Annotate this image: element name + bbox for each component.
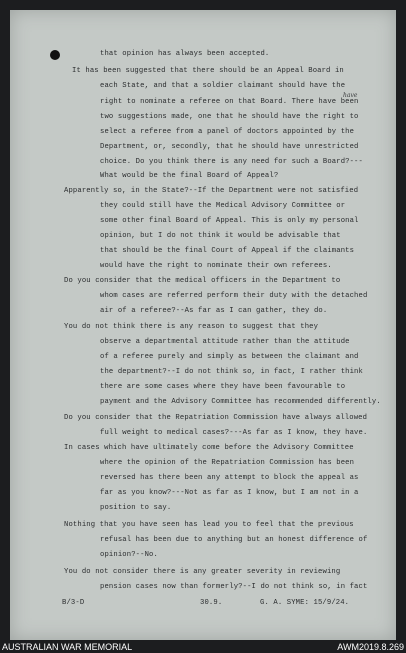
text-line: the department?--I do not think so, in fact, I rather think bbox=[100, 368, 363, 376]
text-line: some other final Board of Appeal. This is only my personal bbox=[100, 217, 359, 225]
text-line: there are some cases where they have been favourable to bbox=[100, 383, 346, 391]
text-line: of a referee purely and simply as between the claimant and bbox=[100, 353, 359, 361]
text-line: refusal has been due to anything but an honest difference of bbox=[100, 536, 368, 544]
text-line: far as you know?---Not as far as I know, but I am not in a bbox=[100, 489, 359, 497]
text-line: In cases which have ultimately come before the Advisory Committee bbox=[64, 444, 354, 452]
text-line: where the opinion of the Repatriation Commission has been bbox=[100, 459, 355, 467]
text-line: It has been suggested that there should be an Appeal Board in bbox=[72, 67, 344, 75]
text-line: whom cases are referred perform their duty with the detached bbox=[100, 292, 368, 300]
footer-source: AUSTRALIAN WAR MEMORIAL bbox=[2, 642, 133, 652]
text-line: You do not consider there is any greater severity in reviewing bbox=[64, 568, 341, 576]
text-line: Nothing that you have seen has lead you to feel that the previous bbox=[64, 521, 354, 529]
text-line: choice. Do you think there is any need for such a Board?--- bbox=[100, 158, 363, 166]
witness-date: G. A. SYME: 15/9/24. bbox=[260, 599, 350, 607]
text-line: observe a departmental attitude rather than the attitude bbox=[100, 338, 350, 346]
text-line: air of a referee?--As far as I can gather, they do. bbox=[100, 307, 328, 315]
footer-accession-id: AWM2019.8.269 bbox=[337, 642, 404, 652]
text-line: Do you consider that the medical officers in the Department to bbox=[64, 277, 341, 285]
text-line: position to say. bbox=[100, 504, 172, 512]
text-line: full weight to medical cases?---As far as I know, they have. bbox=[100, 429, 368, 437]
text-line: that should be the final Court of Appeal if the claimants bbox=[100, 247, 355, 255]
text-line: You do not think there is any reason to suggest that they bbox=[64, 323, 319, 331]
text-line: pension cases now than formerly?--I do not think so, in fact bbox=[100, 583, 368, 591]
text-line: right to nominate a referee on that Board. There have been bbox=[100, 98, 359, 106]
document-code: B/3-D bbox=[62, 599, 85, 607]
handwritten-note: have bbox=[343, 92, 358, 99]
text-line: that opinion has always been accepted. bbox=[100, 50, 270, 58]
text-line: Apparently so, in the State?--If the Department were not satisfied bbox=[64, 187, 359, 195]
text-line: payment and the Advisory Committee has recommended differently. bbox=[100, 398, 381, 406]
text-line: What would be the final Board of Appeal? bbox=[100, 172, 279, 180]
text-line: reversed has there been any attempt to block the appeal as bbox=[100, 474, 359, 482]
text-line: two suggestions made, one that he should have the right to bbox=[100, 113, 359, 121]
text-line: each State, and that a soldier claimant should have the bbox=[100, 82, 346, 90]
text-line: opinion, but I do not think it would be advisable that bbox=[100, 232, 341, 240]
punch-hole bbox=[50, 50, 60, 60]
text-line: they could still have the Medical Advisory Committee or bbox=[100, 202, 346, 210]
text-line: would have the right to nominate their own referees. bbox=[100, 262, 332, 270]
text-line: select a referee from a panel of doctors appointed by the bbox=[100, 128, 355, 136]
footer-bar bbox=[0, 642, 406, 653]
document-page bbox=[10, 10, 396, 640]
text-line: Do you consider that the Repatriation Commission have always allowed bbox=[64, 414, 368, 422]
page-number: 30.9. bbox=[200, 599, 223, 607]
text-line: opinion?--No. bbox=[100, 551, 158, 559]
text-line: Department, or, secondly, that he should have unrestricted bbox=[100, 143, 359, 151]
